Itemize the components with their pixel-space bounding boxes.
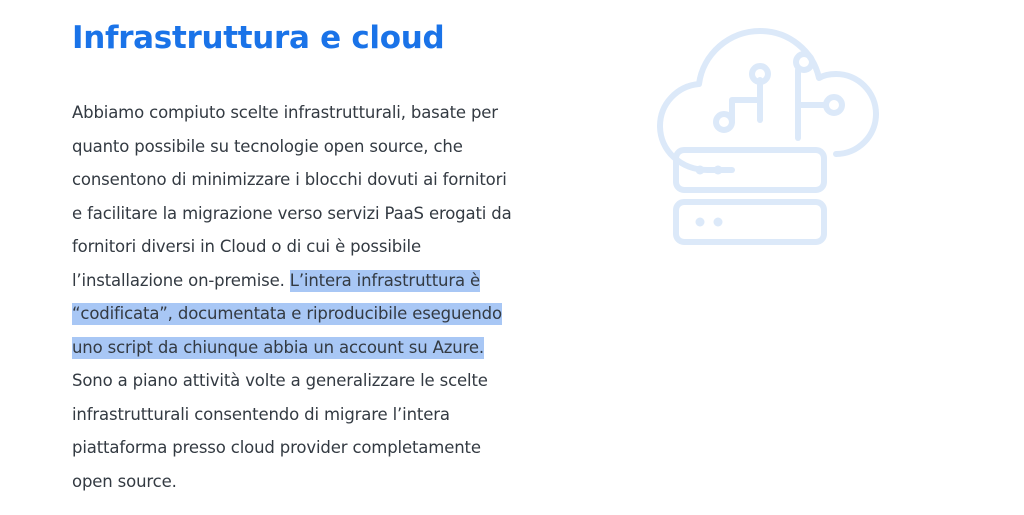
circuit-node-left — [716, 114, 732, 130]
cloud-server-network-icon — [620, 10, 920, 290]
circuit-node-right — [826, 97, 842, 113]
paragraph-text-after-highlight: Sono a piano attività volte a generalizzare le scelte infrastrutturali consentendo di migrare l’intera piattaforma presso cloud provider completamente open source. — [72, 371, 488, 491]
body-paragraph — [72, 96, 512, 498]
server-led-top-2 — [714, 166, 723, 175]
highlighted-text: L’intera infrastruttura è “codificata”, documentata e riproducibile eseguendo uno script da chiunque abbia un account su Azure. — [72, 270, 502, 357]
circuit-line-left — [732, 100, 760, 122]
server-led-top-1 — [696, 166, 705, 175]
paragraph-text-before-highlight: Abbiamo compiuto scelte infrastrutturali, basate per quanto possibile su tecnologie open source, che consentono di minimizzare i blocchi dovuti ai fornitori e facilitare la migrazione verso servizi PaaS erogati da fornitori diversi in Cloud o di cui è possibile l’installazione on-premise. — [72, 103, 512, 290]
page-title: Infrastruttura e cloud — [72, 20, 445, 56]
circuit-node-upper-right — [796, 54, 812, 70]
text-column — [72, 18, 542, 515]
circuit-node-top — [752, 66, 768, 82]
server-led-bottom-1 — [696, 218, 705, 227]
cloud-server-network-graphic — [620, 10, 920, 290]
server-led-bottom-2 — [714, 218, 723, 227]
